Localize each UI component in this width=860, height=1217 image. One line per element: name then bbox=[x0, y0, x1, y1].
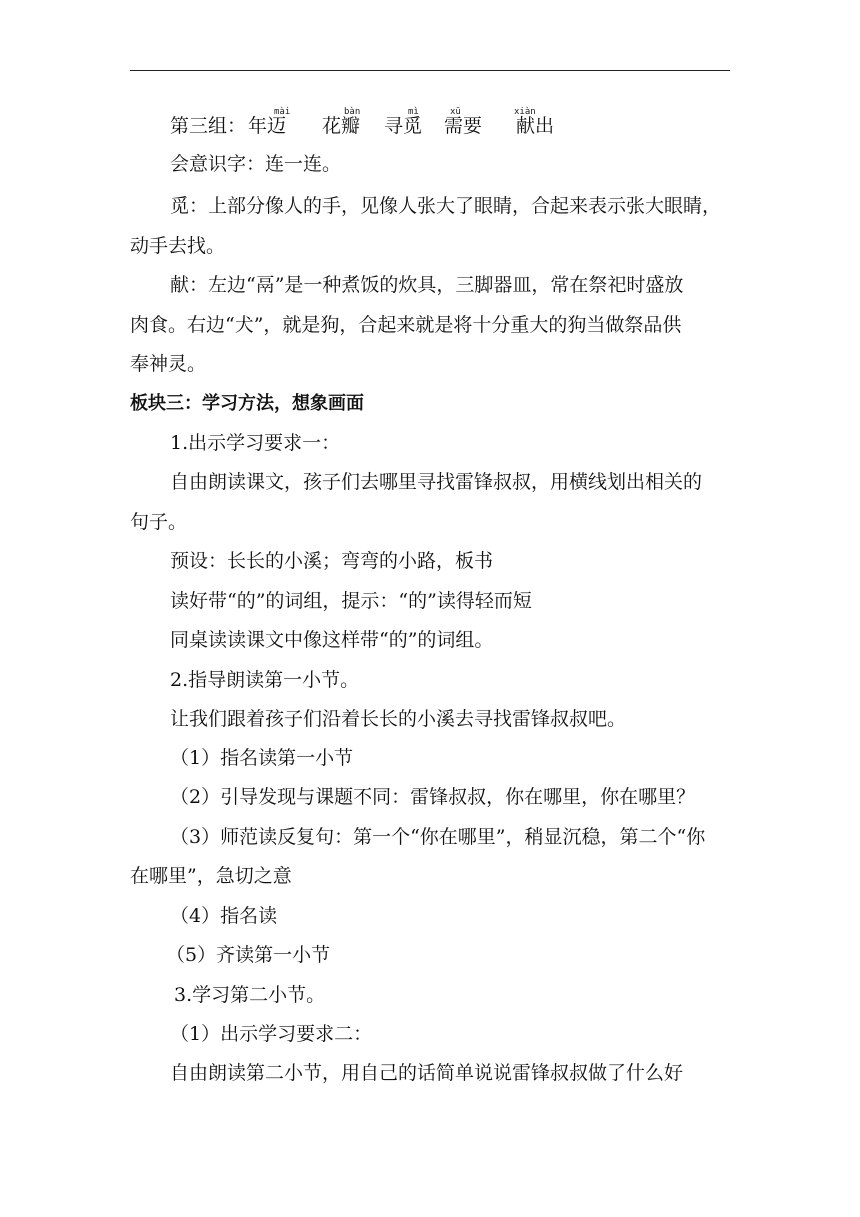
word-2-pinyin: bàn bbox=[344, 107, 361, 117]
line-read-1: 自由朗读课文，孩子们去哪里寻找雷锋叔叔，用横线划出相关的 bbox=[170, 471, 703, 493]
word-4 bbox=[444, 107, 483, 138]
line-step-3a: （3）师范读反复句：第一个“你在哪里”，稍显沉稳，第二个“你 bbox=[170, 826, 706, 848]
word-1-text: 年迈 bbox=[248, 115, 287, 137]
line-step-2: （2）引导发现与课题不同：雷锋叔叔，你在哪里，你在哪里？ bbox=[170, 786, 696, 808]
line-step-4: （4）指名读 bbox=[170, 905, 278, 927]
group3-label: 第三组： bbox=[170, 115, 247, 137]
word-5-text: 献出 bbox=[516, 115, 555, 137]
word-2 bbox=[322, 107, 361, 138]
line-step-5: （5）齐读第一小节 bbox=[166, 944, 331, 966]
line-mi-1: 觅：上部分像人的手，见像人张大了眼睛，合起来表示张大眼睛， bbox=[170, 195, 722, 217]
word-5 bbox=[514, 107, 555, 138]
word-3-text: 寻觅 bbox=[384, 115, 423, 137]
word-1-pinyin: mài bbox=[274, 107, 291, 117]
line-preset: 预设：长长的小溪；弯弯的小路，板书 bbox=[170, 550, 494, 572]
line-step-3b: 在哪里”，急切之意 bbox=[130, 865, 292, 887]
line-xian-1: 献：左边“鬲”是一种煮饭的炊具，三脚器皿，常在祭祀时盛放 bbox=[170, 274, 684, 296]
line-xian-2: 肉食。右边“犬”，就是狗，合起来就是将十分重大的狗当做祭品供 bbox=[130, 314, 682, 336]
line-guide: 2.指导朗读第一小节。 bbox=[170, 669, 360, 691]
line-req1: 1.出示学习要求一： bbox=[170, 432, 341, 454]
line-de: 读好带“的”的词组，提示：“的”读得轻而短 bbox=[170, 590, 532, 612]
line-huiyi: 会意识字：连一连。 bbox=[170, 153, 342, 175]
word-1 bbox=[248, 107, 291, 138]
line-tongzhuo: 同桌读读课文中像这样带“的”的词组。 bbox=[170, 629, 494, 651]
line-step-1: （1）指名读第一小节 bbox=[170, 747, 354, 769]
word-3 bbox=[384, 107, 423, 138]
line-read-2: 句子。 bbox=[130, 511, 188, 533]
section-heading: 板块三：学习方法，想象画面 bbox=[130, 393, 364, 414]
header-rule bbox=[130, 70, 730, 71]
line-xian-3: 奉神灵。 bbox=[130, 353, 207, 375]
line-follow: 让我们跟着孩子们沿着长长的小溪去寻找雷锋叔叔吧。 bbox=[170, 708, 627, 730]
word-4-text: 需要 bbox=[444, 115, 483, 137]
word-4-pinyin: xū bbox=[450, 107, 461, 117]
line-free-read: 自由朗读第二小节，用自己的话简单说说雷锋叔叔做了什么好 bbox=[170, 1062, 684, 1084]
line-mi-2: 动手去找。 bbox=[130, 235, 226, 257]
word-2-text: 花瓣 bbox=[322, 115, 361, 137]
word-5-pinyin: xiàn bbox=[514, 107, 536, 117]
line-req2: （1）出示学习要求二： bbox=[170, 1023, 373, 1045]
word-3-pinyin: mì bbox=[408, 107, 419, 117]
line-learn2: 3.学习第二小节。 bbox=[174, 984, 326, 1006]
